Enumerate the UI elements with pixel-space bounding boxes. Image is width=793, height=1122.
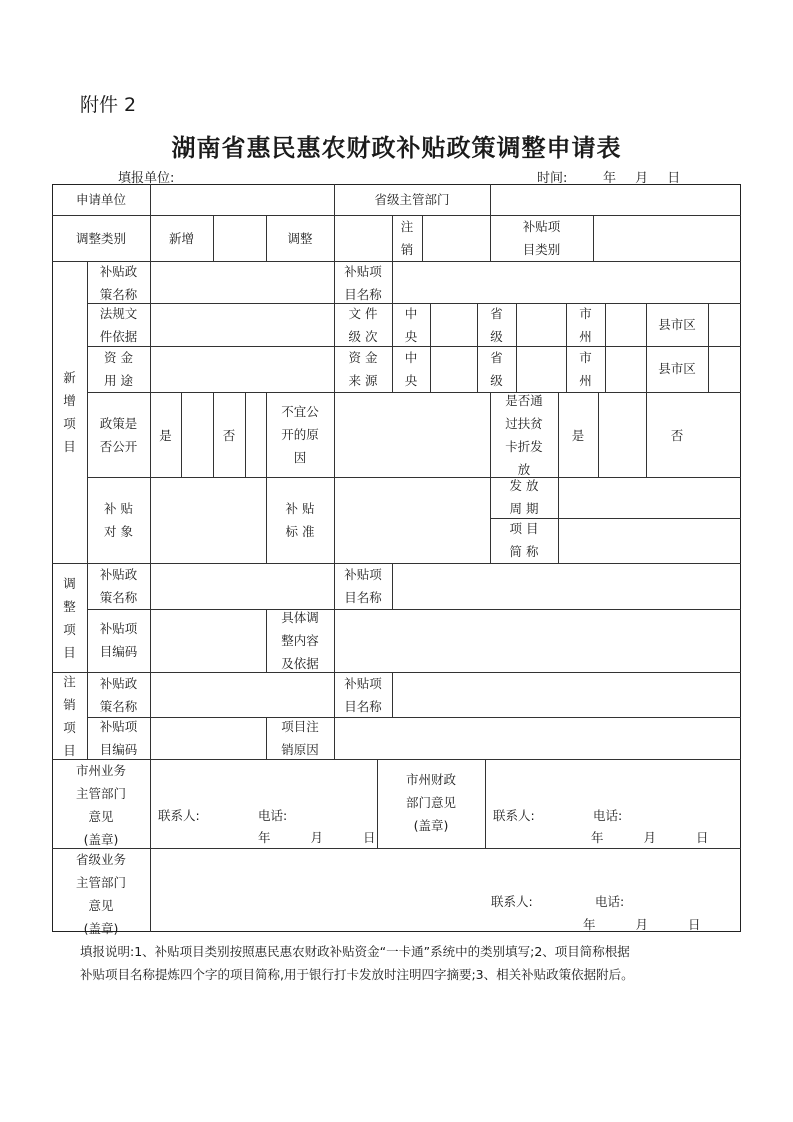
- adjust-item-code-label: 补贴项 目编码: [99, 621, 138, 659]
- prov-biz-date: 年 月 日: [583, 917, 701, 932]
- cancel-reason-label: 项目注 销原因: [281, 719, 319, 757]
- short-name-label: 项 目 简 称: [509, 521, 539, 559]
- cancel-option-label: 注 销: [400, 219, 414, 257]
- adjust-policy-name-field[interactable]: [151, 565, 333, 608]
- period-field[interactable]: [559, 479, 739, 517]
- card-yes-label: 是: [571, 428, 585, 443]
- adjust-option-label: 调整: [287, 231, 313, 246]
- prov-biz-phone-label: 电话:: [595, 894, 625, 909]
- city-fin-date: 年 月 日: [591, 830, 709, 845]
- fund-use-label: 资 金 用 途: [104, 350, 133, 388]
- adjust-category-label: 调整类别: [75, 231, 126, 246]
- grid-line: [150, 759, 151, 932]
- grid-line: [87, 609, 741, 610]
- law-basis-label: 法规文 件依据: [99, 306, 138, 344]
- grid-line: [485, 759, 486, 848]
- apply-unit-field[interactable]: [151, 186, 333, 214]
- target-label: 补 贴 对 象: [104, 501, 133, 539]
- fund-source-label: 资 金 来 源: [348, 350, 378, 388]
- grid-line: [516, 303, 517, 392]
- grid-line: [52, 759, 741, 760]
- fund-source-city-label: 市 州: [579, 350, 592, 388]
- fill-instructions: 填报说明:1、补贴项目类别按照惠民惠农财政补贴资金“一卡通”系统中的类别填写;2、项目简称根据 补贴项目名称提炼四个字的项目简称,用于银行打卡发放时注明四字摘要;3、相关补贴政策依据附后。: [80, 944, 634, 982]
- grid-line: [708, 303, 709, 392]
- grid-line: [52, 261, 741, 262]
- cancel-option-checkbox[interactable]: [423, 217, 489, 260]
- adjust-policy-name-label: 补贴政 策名称: [99, 567, 138, 605]
- card-no-label: 否: [670, 428, 684, 443]
- new-policy-name-label: 补贴政 策名称: [99, 264, 138, 302]
- via-card-label: 是否通 过扶贫 卡折发 放: [505, 393, 543, 477]
- adjust-content-label: 具体调 整内容 及依据: [281, 610, 319, 671]
- time-date: 年 月 日: [603, 171, 681, 186]
- form-title: 湖南省惠民惠农财政补贴政策调整申请表: [171, 133, 622, 162]
- public-no-checkbox[interactable]: [246, 394, 265, 476]
- card-yes-checkbox[interactable]: [599, 394, 645, 476]
- cancel-policy-name-field[interactable]: [151, 674, 333, 716]
- province-dept-label: 省级主管部门: [374, 192, 450, 207]
- new-option-checkbox[interactable]: [214, 217, 265, 260]
- cancel-item-code-field[interactable]: [151, 719, 265, 758]
- prov-biz-dept-label: 省级业务 主管部门 意见 (盖章): [75, 852, 126, 936]
- adjust-item-code-field[interactable]: [151, 611, 265, 671]
- city-fin-phone-label: 电话:: [593, 808, 623, 823]
- doc-level-city-label: 市 州: [579, 306, 592, 344]
- city-fin-contact-label: 联系人:: [493, 808, 535, 823]
- fill-unit-label: 填报单位:: [118, 171, 175, 186]
- adjust-option-checkbox[interactable]: [335, 217, 391, 260]
- adjust-content-field[interactable]: [335, 611, 739, 671]
- cancel-policy-name-label: 补贴政 策名称: [99, 676, 138, 714]
- time-label: 时间:: [537, 171, 568, 186]
- public-yes-label: 是: [159, 428, 172, 443]
- grid-line: [87, 392, 741, 393]
- grid-line: [430, 303, 431, 392]
- cancel-reason-field[interactable]: [335, 719, 739, 758]
- new-policy-name-field[interactable]: [151, 263, 333, 302]
- is-public-label: 政策是 否公开: [99, 416, 138, 454]
- new-section-label: 新 增 项 目: [63, 370, 76, 454]
- attachment-label: 附件 2: [80, 94, 137, 116]
- new-item-name-field[interactable]: [393, 263, 739, 302]
- grid-line: [605, 303, 606, 392]
- city-biz-date: 年 月 日: [258, 830, 376, 845]
- adjust-item-name-field[interactable]: [393, 565, 739, 608]
- doc-level-central-label: 中 央: [404, 306, 418, 344]
- not-public-reason-field[interactable]: [335, 394, 489, 476]
- public-yes-checkbox[interactable]: [182, 394, 212, 476]
- adjust-section-label: 调 整 项 目: [63, 576, 76, 660]
- short-name-field[interactable]: [559, 520, 739, 562]
- doc-level-province-label: 省 级: [490, 306, 503, 344]
- cancel-item-name-field[interactable]: [393, 674, 739, 716]
- doc-level-county-label: 县市区: [658, 317, 696, 332]
- fund-source-central-label: 中 央: [404, 350, 418, 388]
- grid-line: [52, 563, 741, 564]
- grid-line: [52, 672, 741, 673]
- city-biz-phone-label: 电话:: [258, 808, 288, 823]
- doc-level-label: 文 件 级 次: [348, 306, 378, 344]
- grid-line: [87, 717, 741, 718]
- fund-use-field[interactable]: [151, 348, 333, 391]
- standard-field[interactable]: [335, 479, 489, 562]
- law-basis-field[interactable]: [151, 305, 333, 345]
- city-biz-contact-label: 联系人:: [158, 808, 200, 823]
- fund-source-province-label: 省 级: [490, 350, 503, 388]
- not-public-reason-label: 不宜公 开的原 因: [281, 404, 319, 465]
- cancel-item-code-label: 补贴项 目编码: [99, 719, 138, 757]
- apply-unit-label: 申请单位: [75, 192, 126, 207]
- city-fin-dept-label: 市州财政 部门意见 (盖章): [405, 772, 456, 833]
- public-no-label: 否: [222, 428, 236, 443]
- subsidy-category-field[interactable]: [594, 217, 739, 260]
- province-dept-field[interactable]: [491, 186, 739, 214]
- prov-biz-contact-label: 联系人:: [491, 894, 533, 909]
- period-label: 发 放 周 期: [509, 478, 539, 516]
- standard-label: 补 贴 标 准: [285, 501, 315, 539]
- target-field[interactable]: [151, 479, 265, 562]
- city-biz-dept-label: 市州业务 主管部门 意见 (盖章): [75, 763, 126, 847]
- subsidy-category-label: 补贴项 目类别: [522, 219, 561, 257]
- cancel-section-label: 注 销 项 目: [63, 674, 76, 758]
- new-option-label: 新增: [168, 231, 194, 246]
- cancel-item-name-label: 补贴项 目名称: [344, 676, 382, 714]
- adjust-item-name-label: 补贴项 目名称: [344, 567, 382, 605]
- grid-line: [87, 477, 741, 478]
- fund-source-county-label: 县市区: [658, 361, 696, 376]
- new-item-name-label: 补贴项 目名称: [344, 264, 382, 302]
